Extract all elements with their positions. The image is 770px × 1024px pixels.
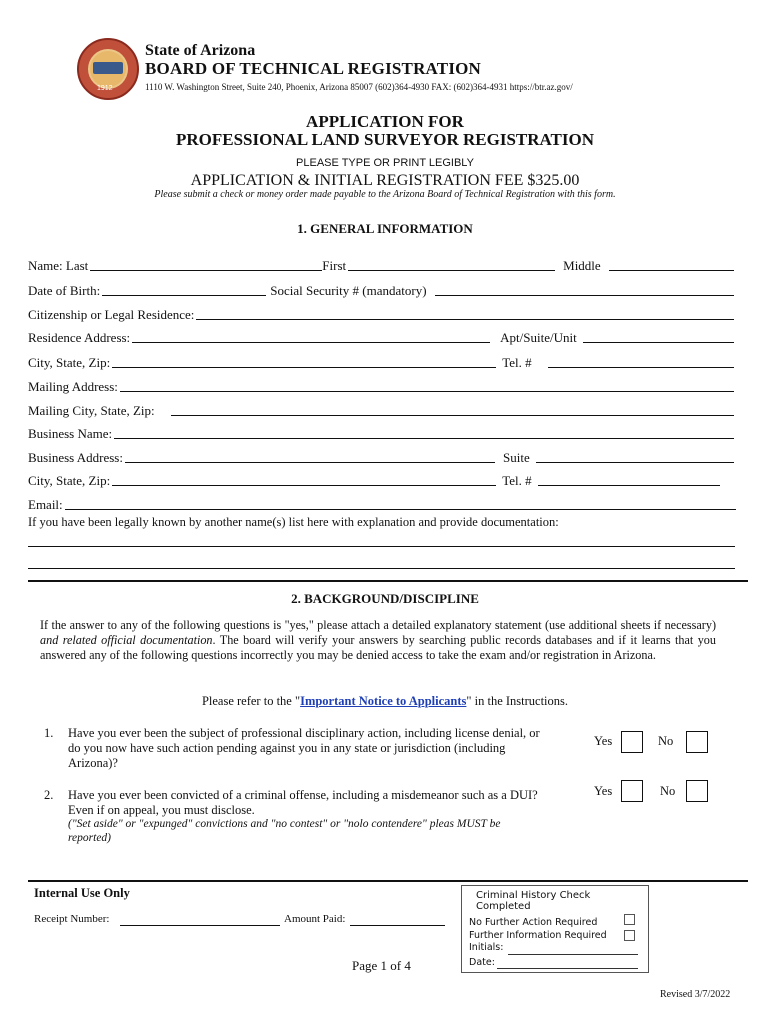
criminal-history-title: Criminal History Check Completed — [476, 890, 591, 912]
question-2-text: Have you ever been convicted of a criminal offense, including a misdemeanor such as a DUI? Even if on appeal, you must disclose. — [68, 788, 538, 817]
business-name-label: Business Name: — [28, 426, 113, 441]
internal-use-title: Internal Use Only — [34, 886, 130, 900]
background-instructions-b: and related official documentation — [40, 633, 213, 647]
business-name-row — [28, 422, 734, 442]
question-1-no-label: No — [658, 734, 674, 748]
print-legibly-note: PLEASE TYPE OR PRINT LEGIBLY — [296, 157, 474, 169]
city-label-2: City, State, Zip: — [28, 473, 111, 488]
arizona-seal-logo — [77, 38, 139, 100]
ssn-field[interactable] — [435, 282, 734, 296]
email-row — [28, 493, 736, 513]
email-label: Email: — [28, 497, 63, 512]
business-address-row — [28, 446, 734, 466]
mailing-city-label: Mailing City, State, Zip: — [28, 403, 155, 418]
suite-label: Suite — [502, 450, 530, 465]
question-1-no-checkbox[interactable] — [686, 731, 708, 753]
business-address-field[interactable] — [125, 449, 495, 463]
question-2-no-label: No — [660, 784, 676, 798]
middle-name-field[interactable] — [609, 257, 734, 271]
amount-paid-label: Amount Paid: — [284, 913, 346, 925]
residence-row — [28, 326, 734, 346]
initials-field[interactable] — [508, 954, 638, 955]
question-2-note: ("Set aside" or "expunged" convictions and "no contest" or "nolo contendere" pleas MUST be reported) — [68, 818, 501, 844]
amount-paid-field[interactable] — [350, 925, 445, 926]
name-row — [28, 254, 734, 274]
city-row-1 — [28, 351, 734, 371]
city-field-1[interactable] — [112, 354, 496, 368]
board-address: 1110 W. Washington Street, Suite 240, Phoenix, Arizona 85007 (602)364-4930 FAX: (602)364-4931 https://btr.az.gov/ — [145, 82, 573, 92]
revision-date: Revised 3/7/2022 — [660, 989, 731, 1000]
tel-field-2[interactable] — [538, 472, 720, 486]
mailing-row — [28, 375, 734, 395]
tel-label-1: Tel. # — [502, 355, 532, 370]
page-number: Page 1 of 4 — [352, 958, 411, 973]
form-title-line2: PROFESSIONAL LAND SURVEYOR REGISTRATION — [175, 130, 595, 149]
city-label-1: City, State, Zip: — [28, 355, 111, 370]
question-1-number: 1. — [44, 726, 54, 740]
citizenship-row — [28, 303, 734, 323]
section1-heading: 1. GENERAL INFORMATION — [297, 221, 473, 236]
mailing-label: Mailing Address: — [28, 379, 118, 394]
form-title-line1: APPLICATION FOR — [306, 112, 464, 131]
notice-prefix: Please refer to the " — [201, 694, 301, 708]
apt-field[interactable] — [583, 329, 734, 343]
criminal-history-box — [461, 885, 649, 973]
date-field[interactable] — [497, 968, 638, 969]
suite-field[interactable] — [536, 449, 734, 463]
state-name: State of Arizona — [145, 42, 256, 59]
business-name-field[interactable] — [114, 425, 734, 439]
ssn-label: Social Security # (mandatory) — [270, 283, 427, 298]
section-divider-2 — [28, 880, 748, 882]
further-info-label: Further Information Required — [469, 930, 607, 941]
first-name-label: First — [322, 258, 347, 273]
residence-field[interactable] — [132, 329, 490, 343]
dob-row — [28, 279, 734, 299]
date-label: Date: — [469, 957, 495, 968]
question-2-yes-label: Yes — [594, 784, 613, 798]
residence-label: Residence Address: — [28, 330, 131, 345]
dob-label: Date of Birth: — [28, 283, 101, 298]
other-names-line-2[interactable] — [28, 568, 735, 569]
question-2-number: 2. — [44, 788, 54, 802]
city-field-2[interactable] — [112, 472, 496, 486]
first-name-field[interactable] — [348, 257, 555, 271]
board-name: BOARD OF TECHNICAL REGISTRATION — [145, 59, 482, 78]
seal-year: 1912 — [97, 85, 113, 92]
mailing-city-row — [28, 399, 734, 419]
receipt-number-field[interactable] — [120, 925, 280, 926]
apt-label: Apt/Suite/Unit — [500, 330, 577, 345]
initials-label: Initials: — [469, 942, 504, 953]
other-names-line-1[interactable] — [28, 546, 735, 547]
email-field[interactable] — [65, 496, 736, 510]
question-1-yes-checkbox[interactable] — [621, 731, 643, 753]
tel-field-1[interactable] — [548, 354, 734, 368]
no-further-action-checkbox[interactable] — [624, 914, 635, 925]
section-divider-1 — [28, 580, 748, 582]
other-names-label: If you have been legally known by another name(s) list here with explanation and provide documentation: — [28, 515, 559, 529]
notice-suffix: " in the Instructions. — [466, 694, 569, 708]
question-2-yes-checkbox[interactable] — [621, 780, 643, 802]
notice-line — [0, 694, 770, 709]
mailing-city-field[interactable] — [171, 402, 734, 416]
last-name-field[interactable] — [90, 257, 322, 271]
background-instructions — [40, 618, 716, 663]
payment-note: Please submit a check or money order made payable to the Arizona Board of Technical Registration with this form. — [154, 189, 616, 200]
mailing-field[interactable] — [120, 378, 734, 392]
question-1-yes-label: Yes — [594, 734, 613, 748]
important-notice-link[interactable]: Important Notice to Applicants — [300, 694, 467, 708]
fee-line: APPLICATION & INITIAL REGISTRATION FEE $325.00 — [190, 172, 580, 189]
citizenship-field[interactable] — [196, 306, 734, 320]
citizenship-label: Citizenship or Legal Residence: — [28, 307, 195, 322]
background-instructions-c: . The board will verify your answers by searching public records databases and if it learns that you answered any of the following questions incorrectly you may be denied access to take the exam and/or registration in Arizona. — [40, 633, 716, 662]
business-address-label: Business Address: — [28, 450, 123, 465]
dob-field[interactable] — [102, 282, 266, 296]
middle-name-label: Middle — [563, 258, 601, 273]
background-instructions-a: If the answer to any of the following questions is "yes," please attach a detailed explanatory statement (use additional sheets if necessary) — [40, 618, 716, 632]
further-info-checkbox[interactable] — [624, 930, 635, 941]
question-1-text: Have you ever been the subject of professional disciplinary action, including license denial, or do you now have such action pending against you in any state or jurisdiction (including Arizona)? — [68, 726, 540, 770]
question-2-no-checkbox[interactable] — [686, 780, 708, 802]
city-row-2 — [28, 469, 734, 489]
tel-label-2: Tel. # — [502, 473, 532, 488]
section2-heading: 2. BACKGROUND/DISCIPLINE — [291, 591, 479, 606]
no-further-action-label: No Further Action Required — [469, 917, 598, 928]
receipt-number-label: Receipt Number: — [34, 913, 110, 925]
last-name-label: Name: Last — [28, 258, 89, 273]
